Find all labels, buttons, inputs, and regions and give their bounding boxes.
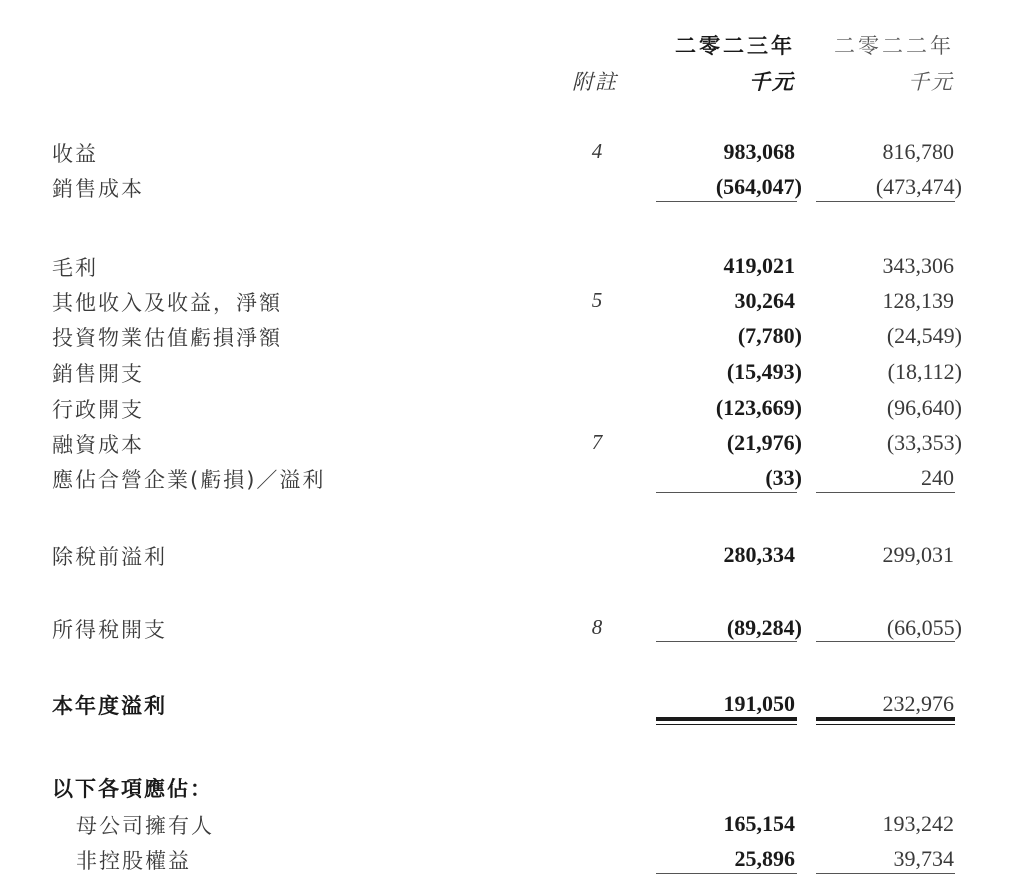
row-label-profit-for-year: 本年度溢利 xyxy=(52,694,167,718)
year-2023-header: 二零二三年 xyxy=(675,34,795,58)
other-income-2022: 128,139 xyxy=(882,288,954,313)
row-label-share-of-jv: 應佔合營企業(虧損)／溢利 xyxy=(52,468,326,492)
row-label-revenue: 收益 xyxy=(52,142,98,166)
row-label-investment-property-loss: 投資物業估值虧損淨額 xyxy=(52,326,282,350)
gross-profit-2022: 343,306 xyxy=(882,253,954,278)
row-note-revenue: 4 xyxy=(591,139,603,163)
unit-2023-header: 千元 xyxy=(749,70,795,94)
owners-of-parent-2023: 165,154 xyxy=(723,811,795,836)
cost-of-sales-2022: (473,474) xyxy=(875,174,962,199)
income-tax-2022: (66,055) xyxy=(886,615,962,640)
row-note-finance-costs: 7 xyxy=(591,430,603,454)
row-label-owners-of-parent: 母公司擁有人 xyxy=(76,814,214,838)
row-label-income-tax: 所得稅開支 xyxy=(52,618,167,642)
note-column-header: 附註 xyxy=(572,70,618,94)
owners-of-parent-2022: 193,242 xyxy=(882,811,954,836)
share-of-jv-2023: (33) xyxy=(765,465,802,490)
share-of-jv-2022: 240 xyxy=(921,465,954,490)
attributable-heading: 以下各項應佔： xyxy=(52,777,213,801)
subtotal-rule xyxy=(816,641,955,642)
other-income-2023: 30,264 xyxy=(734,288,795,313)
subtotal-rule xyxy=(656,873,797,874)
subtotal-rule xyxy=(656,201,797,202)
subtotal-rule xyxy=(816,492,955,493)
profit-for-year-2022: 232,976 xyxy=(882,691,954,716)
row-label-other-income: 其他收入及收益，淨額 xyxy=(52,291,282,315)
total-double-rule xyxy=(816,724,955,725)
total-double-rule xyxy=(656,724,797,725)
row-note-income-tax: 8 xyxy=(591,615,603,639)
cost-of-sales-2023: (564,047) xyxy=(715,174,802,199)
admin-expenses-2022: (96,640) xyxy=(886,395,962,420)
subtotal-rule xyxy=(816,873,955,874)
revenue-2022: 816,780 xyxy=(882,139,954,164)
row-label-admin-expenses: 行政開支 xyxy=(52,398,144,422)
non-controlling-interests-2023: 25,896 xyxy=(734,846,795,871)
row-label-finance-costs: 融資成本 xyxy=(52,433,144,457)
row-label-non-controlling-interests: 非控股權益 xyxy=(76,849,191,873)
selling-expenses-2023: (15,493) xyxy=(726,359,802,384)
non-controlling-interests-2022: 39,734 xyxy=(893,846,954,871)
revenue-2023: 983,068 xyxy=(723,139,795,164)
profit-for-year-2023: 191,050 xyxy=(723,691,795,716)
profit-before-tax-2023: 280,334 xyxy=(723,542,795,567)
income-tax-2023: (89,284) xyxy=(726,615,802,640)
total-double-rule xyxy=(656,717,797,721)
year-2022-header: 二零二二年 xyxy=(834,34,954,58)
subtotal-rule xyxy=(656,492,797,493)
investment-property-loss-2022: (24,549) xyxy=(886,323,962,348)
row-label-profit-before-tax: 除稅前溢利 xyxy=(52,545,167,569)
total-double-rule xyxy=(816,717,955,721)
row-label-gross-profit: 毛利 xyxy=(52,256,98,280)
finance-costs-2023: (21,976) xyxy=(726,430,802,455)
subtotal-rule xyxy=(656,641,797,642)
finance-costs-2022: (33,353) xyxy=(886,430,962,455)
gross-profit-2023: 419,021 xyxy=(723,253,795,278)
selling-expenses-2022: (18,112) xyxy=(887,359,962,384)
admin-expenses-2023: (123,669) xyxy=(715,395,802,420)
row-note-other-income: 5 xyxy=(591,288,603,312)
investment-property-loss-2023: (7,780) xyxy=(737,323,802,348)
profit-before-tax-2022: 299,031 xyxy=(882,542,954,567)
row-label-cost-of-sales: 銷售成本 xyxy=(52,177,144,201)
row-label-selling-expenses: 銷售開支 xyxy=(52,362,144,386)
unit-2022-header: 千元 xyxy=(908,70,954,94)
subtotal-rule xyxy=(816,201,955,202)
